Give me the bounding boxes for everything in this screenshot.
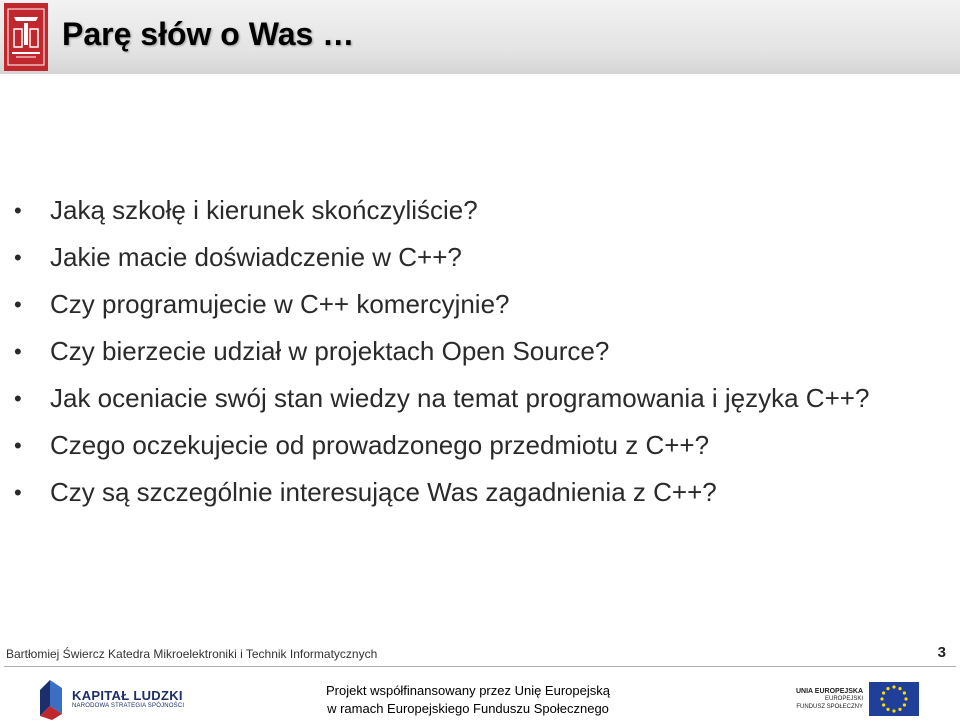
list-item: • Jaką szkołę i kierunek skończyliście?	[14, 195, 478, 225]
eu-flag-icon	[869, 682, 919, 716]
list-item: • Czy są szczególnie interesujące Was zagadnienia z C++?	[14, 477, 717, 507]
bullet-marker: •	[14, 292, 22, 317]
page-number: 3	[937, 644, 946, 661]
bullet-marker: •	[14, 198, 22, 223]
footer-author: Bartłomiej Świercz Katedra Mikroelektroniki i Technik Informatycznych	[6, 647, 378, 661]
eu-name: UNIA EUROPEJSKA	[796, 687, 864, 695]
slide-title: Parę słów o Was …	[62, 16, 355, 52]
bullet-marker: •	[14, 339, 22, 364]
bullet-marker: •	[14, 245, 22, 270]
university-logo-icon	[4, 3, 48, 71]
list-item: • Czy bierzecie udział w projektach Open Source?	[14, 336, 610, 366]
bullet-marker: •	[14, 433, 22, 458]
list-item: • Czego oczekujecie od prowadzonego przedmiotu z C++?	[14, 430, 710, 460]
kapital-ludzki-logo	[36, 676, 184, 720]
kapital-ludzki-name: KAPITAŁ LUDZKI	[72, 687, 183, 703]
funding-line-2: w ramach Europejskiego Funduszu Społecznego	[327, 701, 609, 716]
footer-divider	[4, 666, 956, 667]
eu-logo	[796, 682, 919, 716]
kapital-ludzki-subtitle: NARODOWA STRATEGIA SPÓJNOŚCI	[72, 702, 185, 709]
list-item: • Jakie macie doświadczenie w C++?	[14, 242, 462, 272]
eu-fund-line-2: FUNDUSZ SPOŁECZNY	[796, 703, 864, 710]
funding-line-1: Projekt współfinansowany przez Unię Europejską	[326, 683, 610, 698]
list-item: • Jak oceniacie swój stan wiedzy na temat programowania i języka C++?	[14, 383, 870, 413]
bullet-marker: •	[14, 386, 22, 411]
funding-note	[318, 682, 618, 718]
bullet-list	[14, 196, 934, 525]
kapital-ludzki-logo-icon	[36, 676, 66, 720]
eu-fund-line-1: EUROPEJSKI	[825, 695, 864, 702]
bullet-marker: •	[14, 480, 22, 505]
list-item: • Czy programujecie w C++ komercyjnie?	[14, 289, 510, 319]
